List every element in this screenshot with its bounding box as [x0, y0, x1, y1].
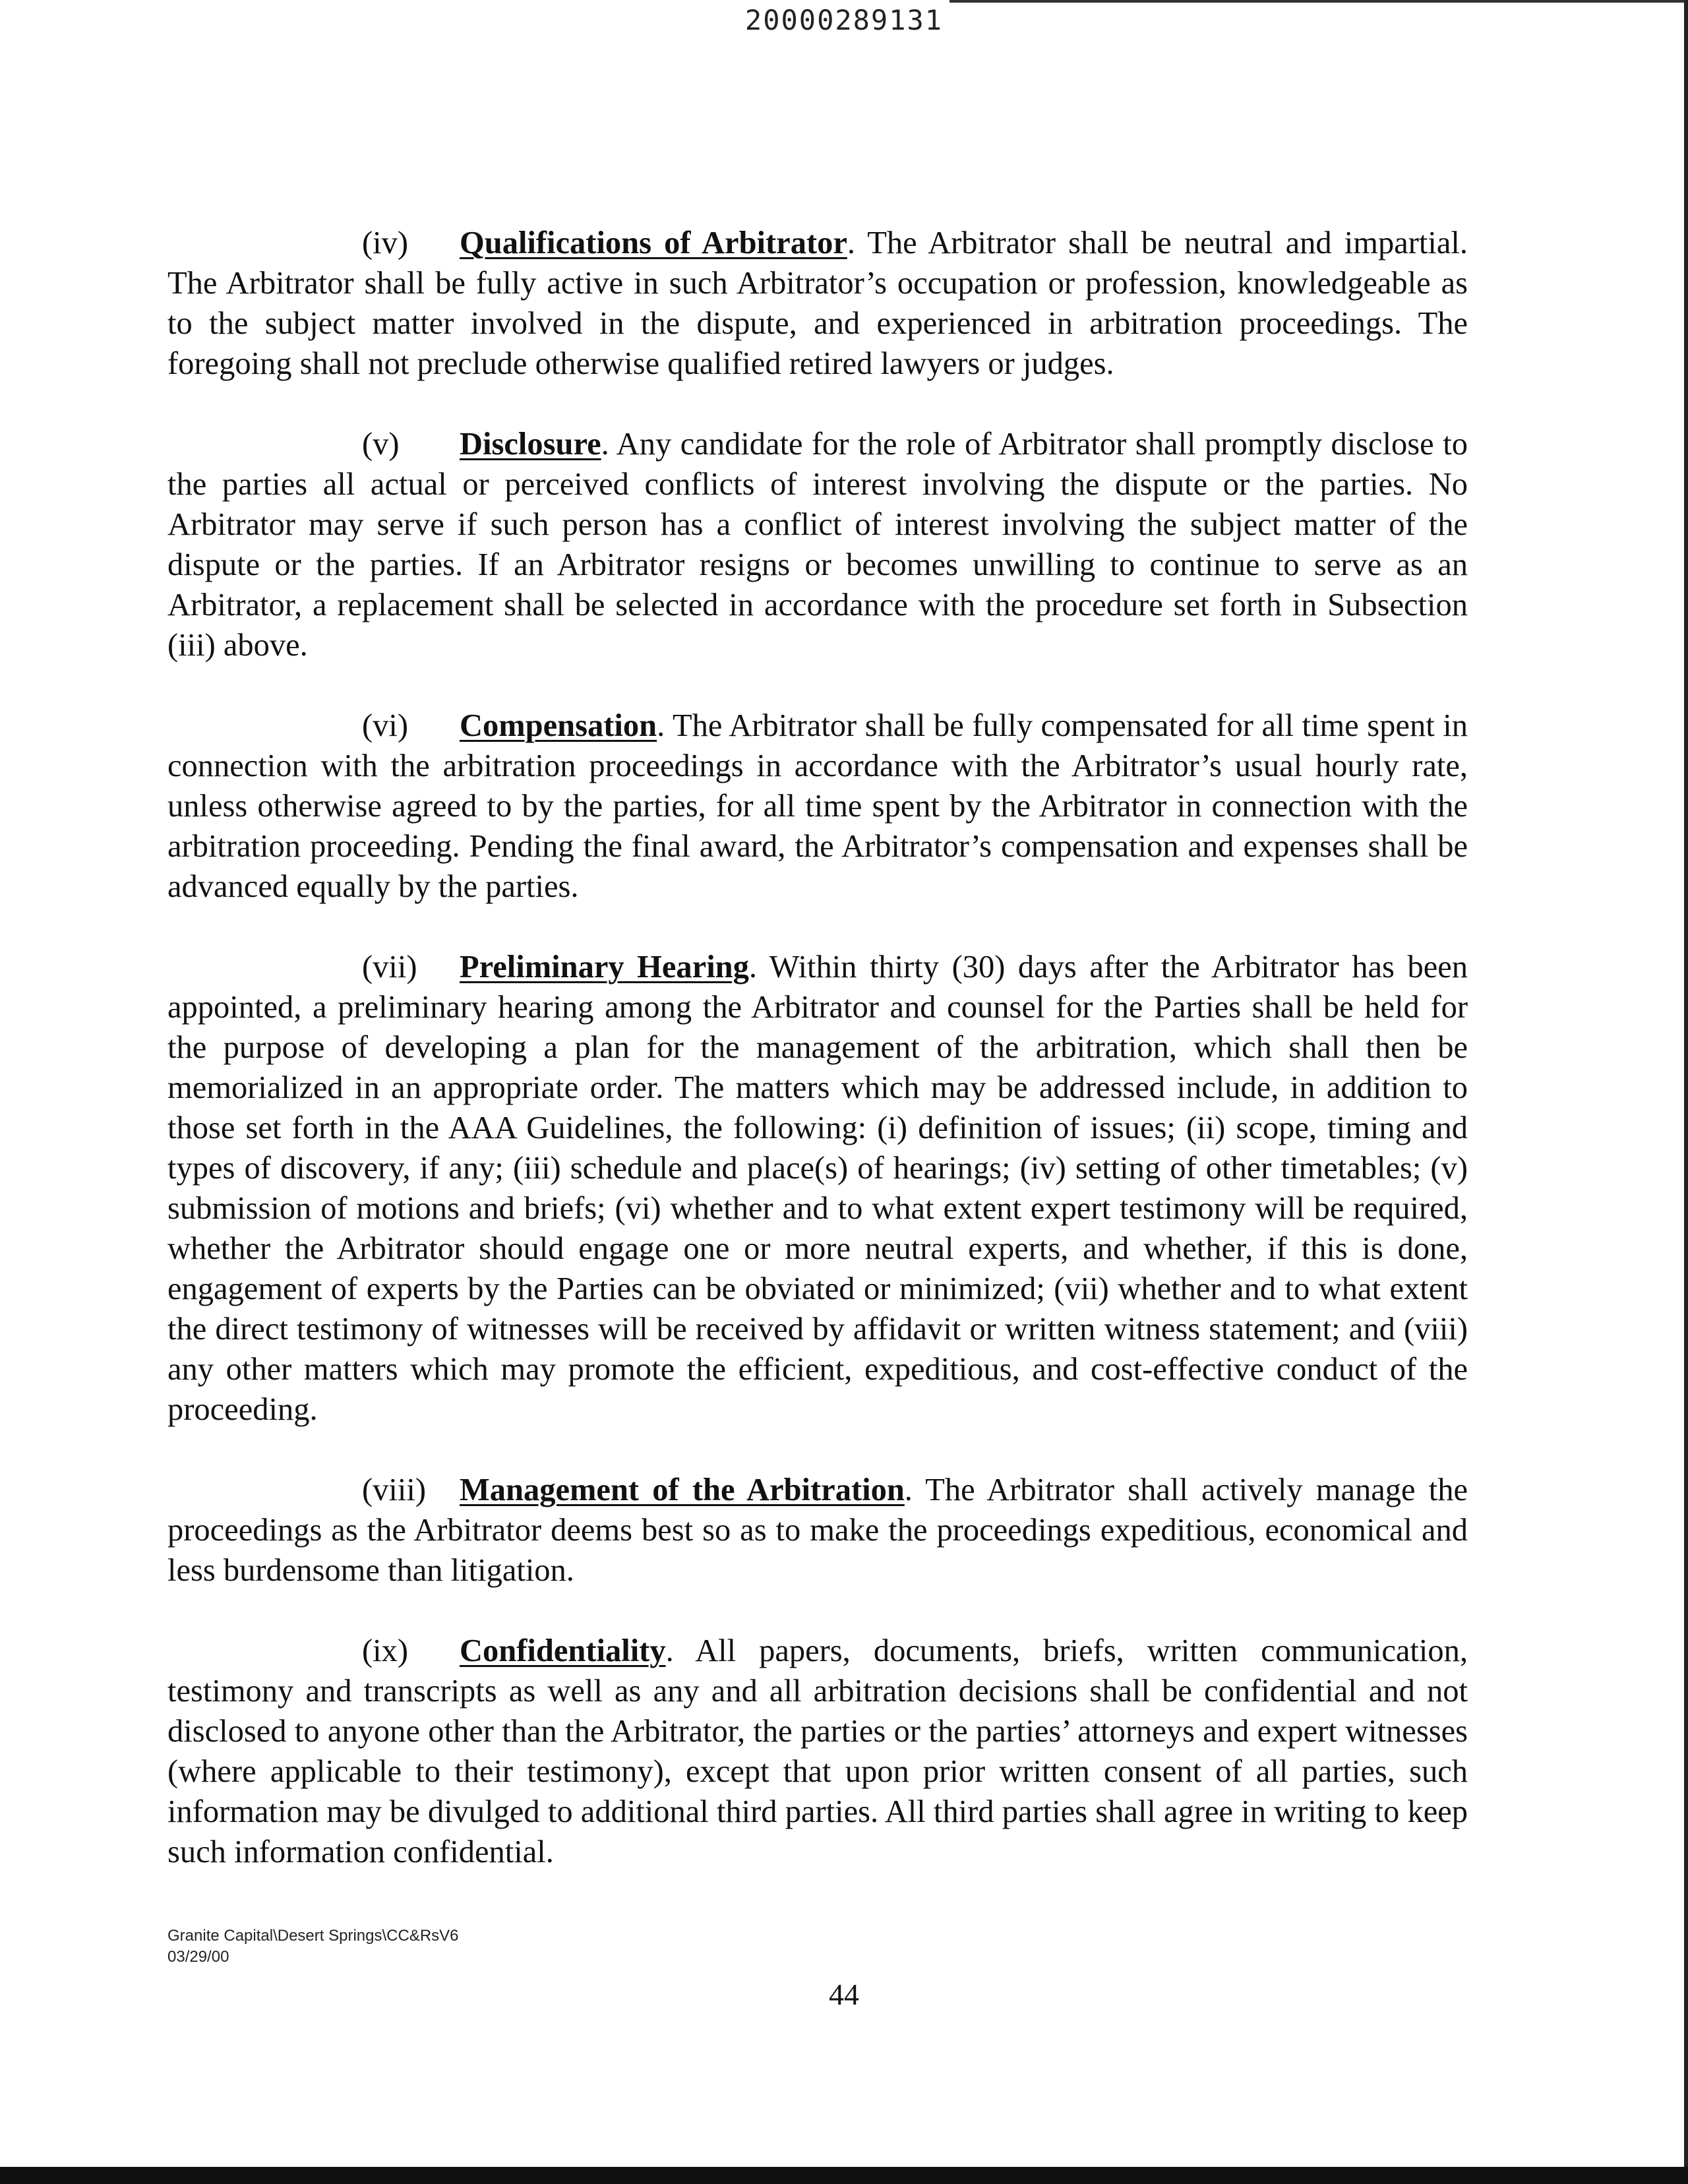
document-id: 20000289131 — [744, 4, 944, 36]
footer-reference — [167, 1926, 459, 1968]
paragraph-heading: Management of the Arbitration — [460, 1472, 905, 1507]
paragraph-number: (v) — [362, 427, 400, 462]
paragraph-text: . All papers, documents, briefs, written communication, testimony and transcripts as well as any and all arbitration decisions shall be confidential and not disclosed to anyone other than the Arbitrator, the parties or the parties’ attorneys and expert witnesses (where applicable to their testimony), except that upon prior written consent of all parties, such information may be divulged to additional third parties. All third parties shall agree in writing to keep such information confidential. — [167, 1633, 1468, 1869]
footer-file-path: Granite Capital\Desert Springs\CC&RsV6 — [167, 1927, 459, 1945]
paragraph-text: . The Arbitrator shall be fully compensated for all time spent in connection with the arbitration proceedings in accordance with the Arbitrator’s usual hourly rate, unless otherwise agreed to by the parties, for all time spent by the Arbitrator in connection with the arbitration proceeding. Pending the final award, the Arbitrator’s compensation and expenses shall be advanced equally by the parties. — [167, 708, 1468, 904]
paragraph-number: (viii) — [362, 1472, 426, 1507]
paragraph-text: . The Arbitrator shall be neutral and impartial. The Arbitrator shall be fully active in such Arbitrator’s occupation or profession, knowledgeable as to the subject matter involved in the dispute, and experienced in arbitration proceedings. The foregoing shall not preclude otherwise qualified retired lawyers or judges. — [167, 226, 1468, 381]
paragraph-text: . Any candidate for the role of Arbitrator shall promptly disclose to the parties all actual or perceived conflicts of interest involving the dispute or the parties. No Arbitrator may serve if such person has a conflict of interest involving the subject matter of the dispute or the parties. If an Arbitrator resigns or becomes unwilling to continue to serve as an Arbitrator, a replacement shall be selected in accordance with the procedure set forth in Subsection (iii) above. — [167, 427, 1468, 663]
paragraph-number: (vii) — [362, 950, 417, 985]
paragraph-compensation — [167, 706, 1468, 907]
paragraph-confidentiality — [167, 1631, 1468, 1872]
footer-date: 03/29/00 — [167, 1948, 229, 1966]
paragraph-disclosure — [167, 424, 1468, 665]
paragraph-management — [167, 1470, 1468, 1591]
scan-edge-bottom — [0, 2167, 1688, 2184]
paragraph-text: . Within thirty (30) days after the Arbitrator has been appointed, a preliminary hearing among the Arbitrator and counsel for the Parties shall be held for the purpose of developing a plan for the management of the arbitration, which shall then be memorialized in an appropriate order. The matters which may be addressed include, in addition to those set forth in the AAA Guidelines, the following: (i) definition of issues; (ii) scope, timing and types of discovery, if any; (iii) schedule and place(s) of hearings; (iv) setting of other timetables; (v) submission of motions and briefs; (vi) whether and to what extent expert testimony will be required, whether the Arbitrator should engage one or more neutral experts, and whether, if this is done, engagement of experts by the Parties can be obviated or minimized; (vii) whether and to what extent the direct testimony of witnesses will be received by affidavit or written witness statement; and (viii) any other matters which may promote the efficient, expeditious, and cost-effective conduct of the proceeding. — [167, 950, 1468, 1427]
paragraph-number: (ix) — [362, 1633, 409, 1668]
paragraph-heading: Compensation — [460, 708, 657, 743]
paragraph-heading: Disclosure — [460, 427, 601, 462]
scan-edge-top — [950, 0, 1688, 3]
paragraph-number: (iv) — [362, 226, 409, 260]
paragraph-heading: Qualifications of Arbitrator — [460, 226, 847, 260]
paragraph-heading: Preliminary Hearing — [460, 950, 749, 985]
paragraph-preliminary-hearing — [167, 947, 1468, 1430]
page-number: 44 — [829, 1978, 859, 2011]
scan-edge-right — [1684, 0, 1688, 2184]
paragraph-number: (vi) — [362, 708, 409, 743]
paragraph-heading: Confidentiality — [460, 1633, 666, 1668]
paragraph-text: . The Arbitrator shall actively manage the proceedings as the Arbitrator deems best so as to make the proceedings expeditious, economical and less burdensome than litigation. — [167, 1472, 1468, 1588]
document-body — [167, 223, 1468, 1912]
paragraph-qualifications — [167, 223, 1468, 384]
